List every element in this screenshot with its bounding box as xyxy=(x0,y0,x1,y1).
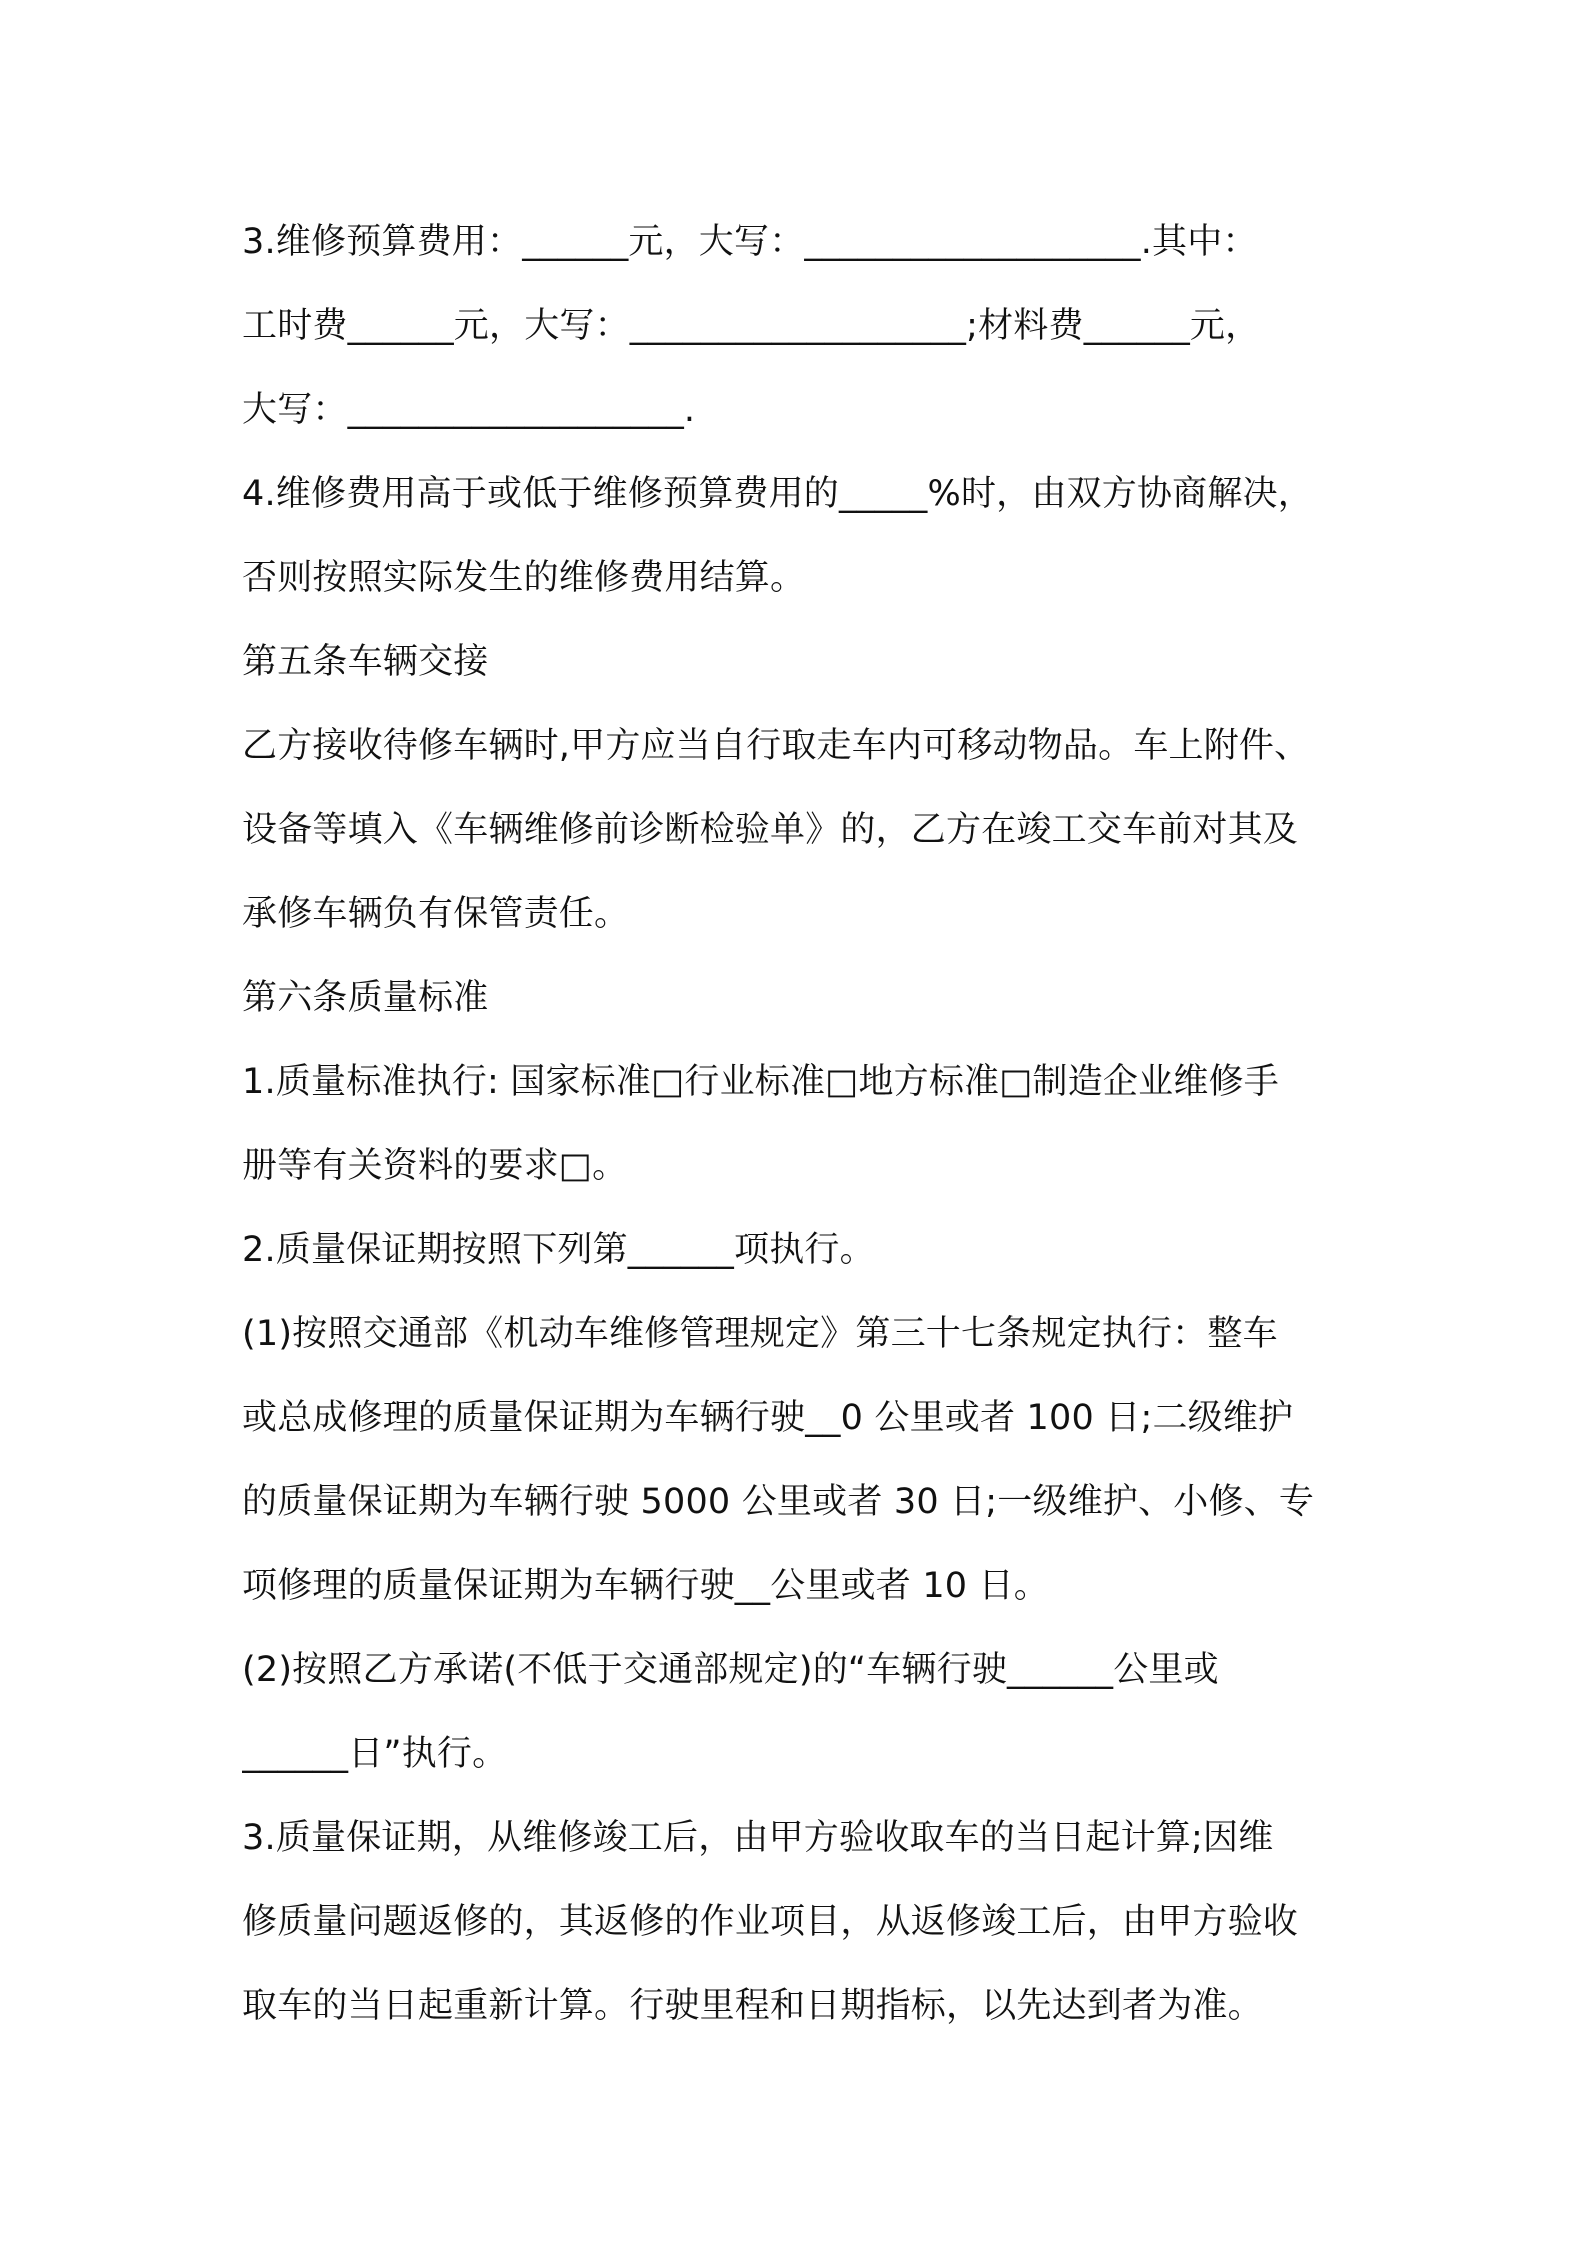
text-line: 承修车辆负有保管责任。 xyxy=(242,894,630,934)
section-heading: 第五条车辆交接 xyxy=(242,642,489,682)
text-line: 取车的当日起重新计算。行驶里程和日期指标，以先达到者为准。 xyxy=(242,1986,1263,2026)
text-line: ______日”执行。 xyxy=(242,1734,508,1774)
text-line: 册等有关资料的要求□。 xyxy=(242,1146,628,1186)
text-line: 3.维修预算费用：______元，大写：___________________.其中： xyxy=(242,222,1258,262)
text-line: 工时费______元，大写：___________________;材料费______元， xyxy=(242,306,1261,346)
text-line: 乙方接收待修车辆时,甲方应当自行取走车内可移动物品。车上附件、 xyxy=(242,726,1310,766)
text-line: 项修理的质量保证期为车辆行驶__公里或者 10 日。 xyxy=(242,1566,1049,1606)
text-line: 大写：___________________. xyxy=(242,390,696,430)
text-line: 设备等填入《车辆维修前诊断检验单》的，乙方在竣工交车前对其及 xyxy=(242,810,1299,850)
text-line: 4.维修费用高于或低于维修预算费用的_____%时，由双方协商解决， xyxy=(242,474,1313,514)
text-line: 否则按照实际发生的维修费用结算。 xyxy=(242,558,806,598)
text-line: 的质量保证期为车辆行驶 5000 公里或者 30 日;一级维护、小修、专 xyxy=(242,1482,1315,1522)
section-heading: 第六条质量标准 xyxy=(242,978,489,1018)
text-line: 修质量问题返修的，其返修的作业项目，从返修竣工后，由甲方验收 xyxy=(242,1902,1299,1942)
text-line: (1)按照交通部《机动车维修管理规定》第三十七条规定执行：整车 xyxy=(242,1314,1278,1354)
document-body xyxy=(242,200,1362,2048)
text-line: 或总成修理的质量保证期为车辆行驶__0 公里或者 100 日;二级维护 xyxy=(242,1398,1294,1438)
text-line: 3.质量保证期，从维修竣工后，由甲方验收取车的当日起计算;因维 xyxy=(242,1818,1274,1858)
text-line: 2.质量保证期按照下列第______项执行。 xyxy=(242,1230,875,1270)
text-line: 1.质量标准执行: 国家标准□行业标准□地方标准□制造企业维修手 xyxy=(242,1062,1279,1102)
text-line: (2)按照乙方承诺(不低于交通部规定)的“车辆行驶______公里或 xyxy=(242,1650,1219,1690)
